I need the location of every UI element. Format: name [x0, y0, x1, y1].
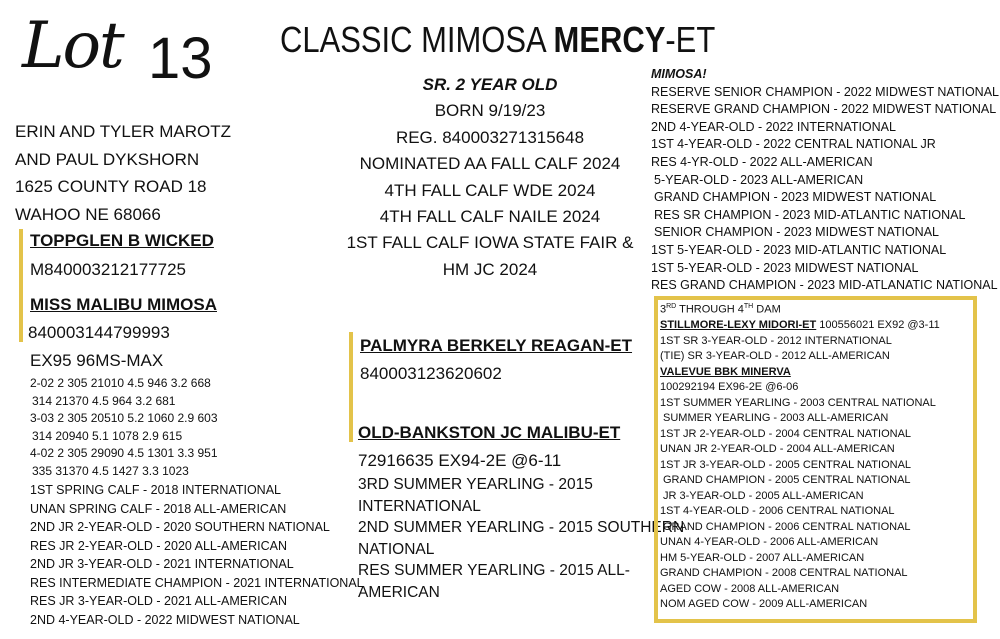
animal-info: [340, 72, 640, 283]
award-line: 1ST JR 2-YEAR-OLD - 2004 CENTRAL NATIONAL: [660, 427, 912, 440]
info-line: 4TH FALL CALF WDE 2024: [384, 180, 596, 200]
third-dam-name: STILLMORE-LEXY MIDORI-ET: [660, 319, 817, 332]
box-heading-part: THROUGH 4: [676, 303, 744, 316]
award-line: JR 3-YEAR-OLD - 2005 ALL-AMERICAN: [663, 489, 864, 502]
dam-name: MISS MALIBU MIMOSA: [30, 295, 217, 314]
award-line: 1ST JR 3-YEAR-OLD - 2005 CENTRAL NATIONAL: [660, 458, 912, 471]
dam-records: [30, 375, 218, 481]
sire-name: TOPPGLEN B WICKED: [30, 231, 214, 250]
owner-line: ERIN AND TYLER MAROTZ: [15, 122, 231, 141]
owner-block: [15, 118, 231, 228]
award-line: 2ND 4-YEAR-OLD - 2022 MIDWEST NATIONAL: [30, 612, 300, 627]
award-line: RES JR 3-YEAR-OLD - 2021 ALL-AMERICAN: [30, 594, 288, 608]
owner-line: WAHOO NE 68066: [15, 204, 161, 224]
award-line: 1ST SPRING CALF - 2018 INTERNATIONAL: [30, 483, 281, 497]
record-line: 335 31370 4.5 1427 3.3 1023: [32, 463, 189, 478]
award-line: 2ND 4-YEAR-OLD - 2022 INTERNATIONAL: [651, 119, 896, 134]
award-line: RES SUMMER YEARLING - 2015 ALL-: [358, 562, 630, 579]
award-line: 1ST SUMMER YEARLING - 2003 CENTRAL NATIONAL: [660, 396, 936, 409]
info-line: 4TH FALL CALF NAILE 2024: [379, 207, 601, 227]
award-line: 5-YEAR-OLD - 2023 ALL-AMERICAN: [654, 172, 864, 187]
award-line: RES INTERMEDIATE CHAMPION - 2021 INTERNATIONAL: [30, 575, 364, 590]
dams-box-content: [660, 299, 940, 613]
mimosa-awards: [651, 66, 999, 295]
accent-bar-center: [349, 332, 353, 442]
third-dam-reg: 100556021 EX92 @3-11: [816, 319, 940, 332]
award-line: NATIONAL: [358, 540, 435, 558]
mimosa-heading: MIMOSA!: [651, 67, 707, 81]
mgs-sire-reg: 840003123620602: [360, 364, 502, 383]
award-line: 1ST 4-YEAR-OLD - 2022 CENTRAL NATIONAL JR: [651, 137, 936, 152]
dam-reg: 840003144799993: [28, 323, 170, 342]
lot-number: 13: [148, 26, 213, 91]
lot-word: Lot: [22, 9, 123, 83]
page-title: [280, 19, 716, 60]
fourth-dam-reg: 100292194 EX96-2E @6-06: [660, 381, 799, 394]
record-line: 3-03 2 305 20510 5.2 1060 2.9 603: [30, 411, 218, 426]
title-suffix: -ET: [665, 19, 716, 60]
info-line: REG. 840003271315648: [395, 127, 585, 147]
award-line: (TIE) SR 3-YEAR-OLD - 2012 ALL-AMERICAN: [660, 350, 890, 363]
mgs-dam-name: OLD-BANKSTON JC MALIBU-ET: [358, 423, 621, 442]
info-line: HM JC 2024: [442, 259, 538, 279]
award-line: 2ND SUMMER YEARLING - 2015 SOUTHERN: [358, 519, 685, 536]
award-line: GRAND CHAMPION - 2005 CENTRAL NATIONAL: [663, 474, 911, 487]
box-heading: [660, 299, 940, 318]
award-line: AMERICAN: [358, 583, 440, 601]
award-line: 2ND JR 3-YEAR-OLD - 2021 INTERNATIONAL: [30, 557, 294, 571]
accent-bar-left: [19, 229, 23, 342]
award-line: NOM AGED COW - 2009 ALL-AMERICAN: [660, 598, 868, 611]
record-line: 2-02 2 305 21010 4.5 946 3.2 668: [30, 376, 211, 390]
box-heading-sup: TH: [743, 303, 754, 310]
award-line: RES 4-YR-OLD - 2022 ALL-AMERICAN: [651, 154, 873, 169]
mgs-dam-awards: [358, 474, 685, 603]
info-line: BORN 9/19/23: [434, 101, 546, 121]
award-line: 1ST 5-YEAR-OLD - 2023 MID-ATLANTIC NATIONAL: [651, 242, 947, 257]
award-line: INTERNATIONAL: [358, 497, 481, 515]
award-line: HM 5-YEAR-OLD - 2007 ALL-AMERICAN: [660, 551, 865, 564]
award-line: 1ST 4-YEAR-OLD - 2006 CENTRAL NATIONAL: [660, 505, 895, 518]
fourth-dam-name: VALEVUE BBK MINERVA: [660, 365, 791, 378]
box-heading-sup: RD: [666, 303, 677, 310]
owner-line: 1625 COUNTY ROAD 18: [15, 177, 207, 196]
record-line: 4-02 2 305 29090 4.5 1301 3.3 951: [30, 446, 218, 461]
award-line: GRAND CHAMPION - 2023 MIDWEST NATIONAL: [654, 190, 937, 205]
box-heading-part: 3: [660, 303, 667, 316]
award-line: RES GRAND CHAMPION - 2023 MID-ATLANATIC NATIONAL: [651, 278, 998, 293]
class-label: SR. 2 YEAR OLD: [422, 75, 558, 94]
title-bold: MERCY: [553, 19, 666, 60]
dam-classification: EX95 96MS-MAX: [30, 351, 164, 370]
record-line: 314 21370 4.5 964 3.2 681: [32, 393, 176, 408]
award-line: RES SR CHAMPION - 2023 MID-ATLANTIC NATIONAL: [654, 207, 966, 222]
info-line: NOMINATED AA FALL CALF 2024: [359, 154, 621, 174]
award-line: 2ND JR 2-YEAR-OLD - 2020 SOUTHERN NATIONAL: [30, 520, 330, 534]
sire-reg: M840003212177725: [30, 260, 186, 279]
third-dam-line: [660, 318, 940, 334]
award-line: RES JR 2-YEAR-OLD - 2020 ALL-AMERICAN: [30, 538, 288, 553]
award-line: UNAN SPRING CALF - 2018 ALL-AMERICAN: [30, 501, 287, 516]
dam-awards: [30, 481, 364, 629]
record-line: 314 20940 5.1 1078 2.9 615: [32, 428, 183, 443]
award-line: GRAND CHAMPION - 2008 CENTRAL NATIONAL: [660, 567, 908, 580]
title-prefix: CLASSIC MIMOSA: [280, 19, 554, 60]
mgs-dam-reg: 72916635 EX94-2E @6-11: [358, 451, 562, 470]
award-line: 3RD SUMMER YEARLING - 2015: [358, 476, 593, 493]
info-line: 1ST FALL CALF IOWA STATE FAIR &: [346, 233, 634, 253]
box-heading-part: DAM: [753, 303, 781, 316]
award-line: 1ST SR 3-YEAR-OLD - 2012 INTERNATIONAL: [660, 334, 892, 347]
award-line: RESERVE SENIOR CHAMPION - 2022 MIDWEST NATIONAL: [651, 84, 999, 99]
award-line: RESERVE GRAND CHAMPION - 2022 MIDWEST NATIONAL: [651, 102, 997, 117]
award-line: GRAND CHAMPION - 2006 CENTRAL NATIONAL: [663, 520, 911, 533]
award-line: UNAN JR 2-YEAR-OLD - 2004 ALL-AMERICAN: [660, 443, 895, 456]
award-line: SENIOR CHAMPION - 2023 MIDWEST NATIONAL: [654, 225, 940, 240]
award-line: UNAN 4-YEAR-OLD - 2006 ALL-AMERICAN: [660, 536, 879, 549]
mgs-sire-name: PALMYRA BERKELY REAGAN-ET: [360, 336, 633, 355]
award-line: SUMMER YEARLING - 2003 ALL-AMERICAN: [663, 412, 889, 425]
owner-line: AND PAUL DYKSHORN: [15, 149, 200, 169]
award-line: 1ST 5-YEAR-OLD - 2023 MIDWEST NATIONAL: [651, 260, 919, 275]
award-line: AGED COW - 2008 ALL-AMERICAN: [660, 582, 840, 595]
